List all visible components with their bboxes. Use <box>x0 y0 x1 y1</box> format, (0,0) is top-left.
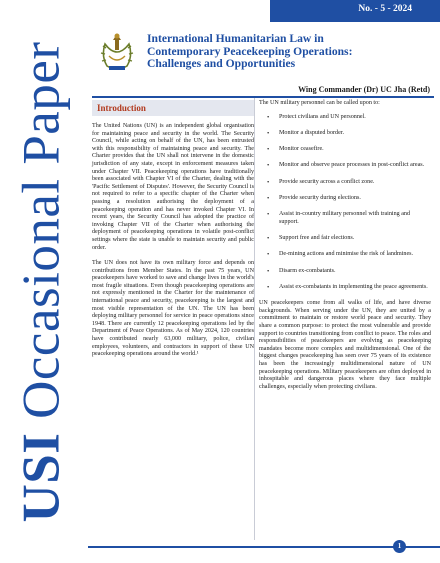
list-item <box>259 195 431 203</box>
bullet-icon: • <box>267 284 270 291</box>
bullet-icon: • <box>267 162 270 170</box>
list-item-text: Monitor ceasefire. <box>279 146 324 153</box>
bullet-icon: • <box>267 129 270 137</box>
list-item-text: Assist in-country military personnel with training and support. <box>279 211 410 225</box>
list-item <box>259 284 431 292</box>
list-item <box>259 162 431 170</box>
title-line: Challenges and Opportunities <box>147 57 296 70</box>
paragraph: The UN does not have its own military force and depends on contributions from Member States. In the past 75 years, UN peacekeepers have worked to save and change lives in the world's most fragile situations. Even though peacekeeping operations are not expressly mentioned in the Charter for the maintenance of international peace and security, peacekeeping is the largest and most visible representation of the UN. The UN has been deploying military personnel for service in peace operations since 1948. There are currently 12 peacekeeping operations led by the Department of Peace Operations. As of May 2024, 120 countries have contributed nearly 63,000 military, police, civilian employees, volunteers, and contractors in support of these UN peacekeeping operations around the world.¹ <box>92 260 254 358</box>
issue-label: No. - 5 - 2024 <box>358 4 412 14</box>
task-list <box>259 114 431 292</box>
series-title-text <box>12 40 71 523</box>
list-lead: The UN military personnel can be called upon to: <box>259 100 380 106</box>
paper-title <box>147 33 417 71</box>
list-item-text: Protect civilians and UN personnel. <box>279 113 366 120</box>
list-item-text: Monitor and observe peace processes in post-conflict areas. <box>279 162 425 169</box>
list-item <box>259 235 431 243</box>
list-item <box>259 268 431 276</box>
list-item <box>259 114 431 122</box>
footer-rule <box>88 546 440 548</box>
bullet-icon: • <box>267 211 270 219</box>
bullet-icon: • <box>267 113 270 121</box>
series-title-regular: Occasional Paper <box>12 40 71 433</box>
page-number: 1 <box>393 540 406 553</box>
bullet-icon: • <box>267 267 270 275</box>
title-line: International Humanitarian Law in <box>147 32 324 45</box>
list-item <box>259 211 431 226</box>
list-item <box>259 179 431 187</box>
list-item-text: Support free and fair elections. <box>279 235 355 242</box>
series-title <box>0 0 84 563</box>
bullet-icon: • <box>267 235 270 243</box>
list-item-text: Disarm ex-combatants. <box>279 267 336 274</box>
author-name: Wing Commander (Dr) UC Jha (Retd) <box>298 85 430 94</box>
list-item-text: De-mining actions and minimise the risk of landmines. <box>279 251 414 258</box>
series-title-bold: USI <box>12 432 71 523</box>
list-item-text: Assist ex-combatants in implementing the peace agreements. <box>279 284 428 290</box>
paragraph: The United Nations (UN) is an independent global organisation for maintaining peace and security in the world. The Security Council, while acting on behalf of the UN, has been entrusted with this responsibility of maintaining peace and security. The Charter provides that the UN shall not intervene in the domestic jurisdiction of any state, except in enforcement measures taken under Chapter VII. Peacekeeping operations have traditionally been associated with Chapter VI of the Charter, dealing with the 'Pacific Settlement of Disputes'. However, the Security Council is not required to refer to a specific chapter of the Charter when passing a resolution authorising the deployment of a peacekeeping operation and has never invoked Chapter VI. In recent years, the Security Council has adopted the practice of invoking Chapter VII of the Charter when authorising the deployment of peacekeeping operations in volatile post-conflict settings where the state is unable to maintain security and public order. <box>92 123 254 251</box>
bullet-icon: • <box>267 251 270 259</box>
list-item <box>259 146 431 154</box>
list-item-text: Provide security during elections. <box>279 195 361 201</box>
list-item-text: Monitor a disputed border. <box>279 129 344 136</box>
header-rule <box>92 96 434 98</box>
issue-badge <box>270 0 440 22</box>
list-item <box>259 251 431 259</box>
column-divider <box>254 98 255 540</box>
title-line: Contemporary Peacekeeping Operations: <box>147 44 353 58</box>
list-item-text: Provide security across a conflict zone. <box>279 178 375 185</box>
paragraph: UN peacekeepers come from all walks of life, and have diverse backgrounds. When serving under the UN, they are united by a commitment to maintain or restore world peace and security. They share a common purpose: to protect the most vulnerable and provide support to countries transitioning from conflict to peace. The roles and responsibilities of peacekeepers are evolving as peacekeeping mandates become more complex and multidimensional. One of the biggest changes peacekeeping has seen over 75 years of its existence has been the increasingly multidimensional nature of UN peacekeeping operations. Military peacekeepers are often deployed in inhospitable and dangerous places where they face multiple challenges, especially when protecting civilians. <box>259 300 431 390</box>
bullet-icon: • <box>267 146 270 154</box>
list-item <box>259 130 431 138</box>
bullet-icon: • <box>267 195 270 202</box>
bullet-icon: • <box>267 178 270 186</box>
left-column <box>92 100 254 367</box>
section-heading: Introduction <box>92 100 254 116</box>
right-column <box>259 100 431 399</box>
usi-emblem-icon <box>97 30 137 74</box>
